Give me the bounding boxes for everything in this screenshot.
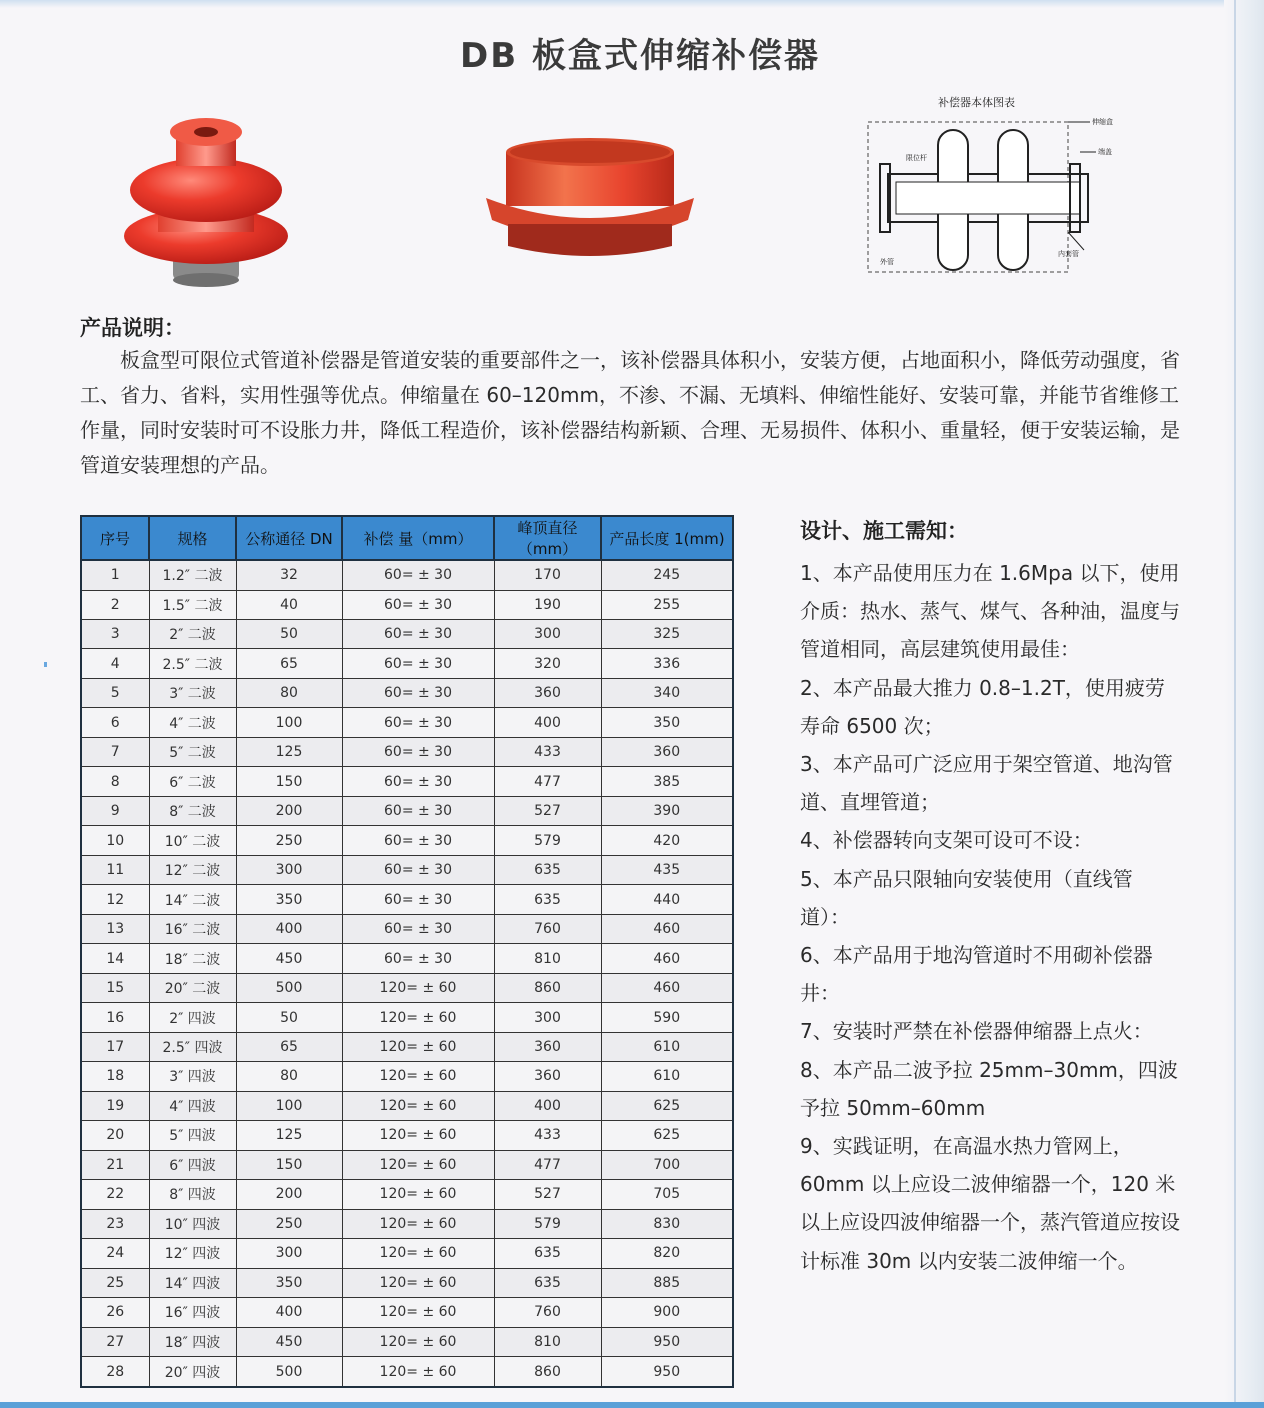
note-item: 7、安装时严禁在补偿器伸缩器上点火： bbox=[800, 1019, 1153, 1044]
table-cell: 100 bbox=[236, 708, 342, 737]
table-cell: 460 bbox=[601, 944, 733, 973]
table-cell: 60= ± 30 bbox=[342, 914, 494, 943]
table-cell: 440 bbox=[601, 885, 733, 914]
table-cell: 350 bbox=[236, 885, 342, 914]
description-text: 板盒型可限位式管道补偿器是管道安装的重要部件之一，该补偿器具体积小，安装方便，占地面积小，降低劳动强度，省工、省力、省料，实用性强等优点。伸缩量在 60–120mm，不渗、不漏、无填料、伸缩性能好、安装可靠，并能节省维修工作量，同时安装时可不设胀力井，降低工程造价，该补偿器结构新颖、合理、无易损件、体积小、重量轻，便于安装运输，是管道安装理想的产品。 bbox=[80, 348, 1180, 477]
table-cell: 360 bbox=[494, 1062, 601, 1091]
table-cell: 900 bbox=[601, 1298, 733, 1327]
table-cell: 1.2″ 二波 bbox=[149, 560, 236, 590]
table-cell: 11 bbox=[81, 855, 149, 884]
table-cell: 80 bbox=[236, 1062, 342, 1091]
table-cell: 23 bbox=[81, 1209, 149, 1238]
table-cell: 300 bbox=[494, 619, 601, 648]
table-cell: 60= ± 30 bbox=[342, 737, 494, 766]
table-cell: 300 bbox=[236, 855, 342, 884]
table-row bbox=[81, 767, 733, 796]
header-cell: 产品长度 1(mm) bbox=[601, 516, 733, 560]
table-cell: 350 bbox=[236, 1268, 342, 1297]
notes-list bbox=[800, 554, 1180, 1280]
table-cell: 4″ 四波 bbox=[149, 1091, 236, 1120]
table-cell: 860 bbox=[494, 1357, 601, 1387]
table-cell: 527 bbox=[494, 796, 601, 825]
table-cell: 2.5″ 二波 bbox=[149, 649, 236, 678]
table-cell: 120= ± 60 bbox=[342, 1180, 494, 1209]
margin-mark bbox=[44, 662, 47, 667]
table-cell: 700 bbox=[601, 1150, 733, 1179]
table-cell: 635 bbox=[494, 1268, 601, 1297]
diagram-label-2: 限位杆 bbox=[906, 154, 927, 162]
diagram-label-5: 内套管 bbox=[1058, 250, 1079, 258]
table-cell: 12″ 四波 bbox=[149, 1239, 236, 1268]
header-cell: 规格 bbox=[149, 516, 236, 560]
table-cell: 60= ± 30 bbox=[342, 944, 494, 973]
table-cell: 18″ 四波 bbox=[149, 1327, 236, 1356]
table-cell: 120= ± 60 bbox=[342, 1239, 494, 1268]
table-cell: 10 bbox=[81, 826, 149, 855]
table-row bbox=[81, 1003, 733, 1032]
note-item: 8、本产品二波予拉 25mm–30mm，四波予拉 50mm–60mm bbox=[800, 1057, 1178, 1120]
header-cell: 公称通径 DN bbox=[236, 516, 342, 560]
table-row bbox=[81, 708, 733, 737]
table-cell: 21 bbox=[81, 1150, 149, 1179]
table-cell: 12 bbox=[81, 885, 149, 914]
table-cell: 27 bbox=[81, 1327, 149, 1356]
edge-line bbox=[1234, 0, 1236, 1408]
table-cell: 120= ± 60 bbox=[342, 1062, 494, 1091]
table-cell: 460 bbox=[601, 973, 733, 1002]
table-cell: 200 bbox=[236, 1180, 342, 1209]
product-photo-bellows bbox=[118, 108, 293, 288]
table-cell: 250 bbox=[236, 1209, 342, 1238]
spec-table bbox=[80, 515, 734, 1388]
table-cell: 60= ± 30 bbox=[342, 767, 494, 796]
table-cell: 18 bbox=[81, 1062, 149, 1091]
table-cell: 325 bbox=[601, 619, 733, 648]
table-cell: 125 bbox=[236, 1121, 342, 1150]
table-cell: 2.5″ 四波 bbox=[149, 1032, 236, 1061]
table-cell: 625 bbox=[601, 1121, 733, 1150]
table-cell: 60= ± 30 bbox=[342, 855, 494, 884]
table-cell: 20 bbox=[81, 1121, 149, 1150]
table-cell: 2″ 二波 bbox=[149, 619, 236, 648]
table-row bbox=[81, 826, 733, 855]
table-cell: 4 bbox=[81, 649, 149, 678]
diagram-label-3: 端盖 bbox=[1098, 148, 1112, 156]
table-cell: 590 bbox=[601, 1003, 733, 1032]
note-item: 1、本产品使用压力在 1.6Mpa 以下，使用介质：热水、蒸气、煤气、各种油，温度与管道相同，高层建筑使用最佳： bbox=[800, 561, 1180, 662]
compensator-diagram bbox=[858, 92, 1120, 282]
table-row bbox=[81, 1180, 733, 1209]
table-cell: 400 bbox=[494, 1091, 601, 1120]
table-cell: 170 bbox=[494, 560, 601, 590]
table-row bbox=[81, 1091, 733, 1120]
note-item: 4、补偿器转向支架可设可不设： bbox=[800, 828, 1093, 853]
table-row bbox=[81, 619, 733, 648]
table-cell: 19 bbox=[81, 1091, 149, 1120]
header-cell: 序号 bbox=[81, 516, 149, 560]
table-cell: 300 bbox=[236, 1239, 342, 1268]
table-cell: 65 bbox=[236, 1032, 342, 1061]
table-cell: 450 bbox=[236, 944, 342, 973]
table-cell: 60= ± 30 bbox=[342, 885, 494, 914]
table-cell: 433 bbox=[494, 1121, 601, 1150]
table-cell: 860 bbox=[494, 973, 601, 1002]
table-cell: 360 bbox=[601, 737, 733, 766]
description-heading: 产品说明： bbox=[80, 316, 185, 340]
page-title: DB 板盒式伸缩补偿器 bbox=[460, 36, 820, 76]
table-cell: 12″ 二波 bbox=[149, 855, 236, 884]
table-cell: 120= ± 60 bbox=[342, 1298, 494, 1327]
table-row bbox=[81, 1268, 733, 1297]
table-row bbox=[81, 885, 733, 914]
table-cell: 150 bbox=[236, 767, 342, 796]
table-cell: 5″ 二波 bbox=[149, 737, 236, 766]
table-cell: 820 bbox=[601, 1239, 733, 1268]
table-cell: 60= ± 30 bbox=[342, 826, 494, 855]
table-cell: 24 bbox=[81, 1239, 149, 1268]
table-cell: 635 bbox=[494, 1239, 601, 1268]
table-cell: 60= ± 30 bbox=[342, 678, 494, 707]
table-cell: 350 bbox=[601, 708, 733, 737]
table-cell: 65 bbox=[236, 649, 342, 678]
table-cell: 8″ 四波 bbox=[149, 1180, 236, 1209]
table-row bbox=[81, 560, 733, 590]
table-cell: 8″ 二波 bbox=[149, 796, 236, 825]
table-cell: 28 bbox=[81, 1357, 149, 1387]
table-cell: 760 bbox=[494, 914, 601, 943]
table-cell: 18″ 二波 bbox=[149, 944, 236, 973]
table-cell: 527 bbox=[494, 1180, 601, 1209]
table-cell: 120= ± 60 bbox=[342, 973, 494, 1002]
table-cell: 120= ± 60 bbox=[342, 1268, 494, 1297]
note-item: 5、本产品只限轴向安装使用（直线管道）： bbox=[800, 866, 1133, 929]
header-cell: 补偿 量（mm） bbox=[342, 516, 494, 560]
table-cell: 420 bbox=[601, 826, 733, 855]
table-cell: 120= ± 60 bbox=[342, 1209, 494, 1238]
table-cell: 885 bbox=[601, 1268, 733, 1297]
table-header-row bbox=[81, 516, 733, 560]
table-cell: 60= ± 30 bbox=[342, 796, 494, 825]
table-cell: 320 bbox=[494, 649, 601, 678]
product-photo-sleeve bbox=[478, 128, 698, 258]
table-cell: 50 bbox=[236, 1003, 342, 1032]
table-cell: 120= ± 60 bbox=[342, 1003, 494, 1032]
table-cell: 6″ 二波 bbox=[149, 767, 236, 796]
table-body bbox=[81, 560, 733, 1387]
header-cell: 峰顶直径（mm） bbox=[494, 516, 601, 560]
table-cell: 810 bbox=[494, 944, 601, 973]
table-cell: 400 bbox=[236, 1298, 342, 1327]
table-cell: 6″ 四波 bbox=[149, 1150, 236, 1179]
table-row bbox=[81, 1209, 733, 1238]
table-cell: 450 bbox=[236, 1327, 342, 1356]
table-cell: 4″ 二波 bbox=[149, 708, 236, 737]
table-cell: 500 bbox=[236, 1357, 342, 1387]
table-cell: 255 bbox=[601, 590, 733, 619]
table-cell: 17 bbox=[81, 1032, 149, 1061]
table-cell: 400 bbox=[494, 708, 601, 737]
table-row bbox=[81, 855, 733, 884]
table-cell: 50 bbox=[236, 619, 342, 648]
table-cell: 14″ 二波 bbox=[149, 885, 236, 914]
table-cell: 950 bbox=[601, 1357, 733, 1387]
table-cell: 20″ 四波 bbox=[149, 1357, 236, 1387]
table-cell: 6 bbox=[81, 708, 149, 737]
table-cell: 579 bbox=[494, 826, 601, 855]
note-item: 3、本产品可广泛应用于架空管道、地沟管道、直埋管道； bbox=[800, 752, 1173, 815]
table-cell: 1.5″ 二波 bbox=[149, 590, 236, 619]
diagram-label-1: 伸缩盒 bbox=[1092, 118, 1113, 126]
note-item: 9、实践证明，在高温水热力管网上，60mm 以上应设二波伸缩器一个，120 米以上应设四波伸缩器一个，蒸汽管道应按设计标准 30m 以内安装二波伸缩一个。 bbox=[800, 1134, 1180, 1273]
table-row bbox=[81, 1121, 733, 1150]
note-item: 6、本产品用于地沟管道时不用砌补偿器井： bbox=[800, 943, 1153, 1006]
table-row bbox=[81, 737, 733, 766]
table-cell: 435 bbox=[601, 855, 733, 884]
table-cell: 635 bbox=[494, 885, 601, 914]
table-cell: 60= ± 30 bbox=[342, 590, 494, 619]
table-cell: 10″ 二波 bbox=[149, 826, 236, 855]
table-cell: 9 bbox=[81, 796, 149, 825]
table-cell: 360 bbox=[494, 678, 601, 707]
table-cell: 579 bbox=[494, 1209, 601, 1238]
table-cell: 810 bbox=[494, 1327, 601, 1356]
table-cell: 14 bbox=[81, 944, 149, 973]
table-cell: 830 bbox=[601, 1209, 733, 1238]
table-cell: 120= ± 60 bbox=[342, 1150, 494, 1179]
top-decor-strip bbox=[0, 0, 1264, 8]
table-cell: 13 bbox=[81, 914, 149, 943]
table-cell: 14″ 四波 bbox=[149, 1268, 236, 1297]
table-cell: 433 bbox=[494, 737, 601, 766]
table-cell: 120= ± 60 bbox=[342, 1032, 494, 1061]
table-cell: 60= ± 30 bbox=[342, 649, 494, 678]
table-row bbox=[81, 590, 733, 619]
table-cell: 5″ 四波 bbox=[149, 1121, 236, 1150]
table-cell: 190 bbox=[494, 590, 601, 619]
table-cell: 390 bbox=[601, 796, 733, 825]
table-cell: 477 bbox=[494, 1150, 601, 1179]
diagram-caption: 补偿器本体图表 bbox=[938, 96, 1015, 109]
table-cell: 16″ 四波 bbox=[149, 1298, 236, 1327]
table-cell: 385 bbox=[601, 767, 733, 796]
table-cell: 60= ± 30 bbox=[342, 708, 494, 737]
table-cell: 610 bbox=[601, 1062, 733, 1091]
table-cell: 460 bbox=[601, 914, 733, 943]
table-cell: 336 bbox=[601, 649, 733, 678]
table-cell: 26 bbox=[81, 1298, 149, 1327]
table-cell: 760 bbox=[494, 1298, 601, 1327]
table-cell: 15 bbox=[81, 973, 149, 1002]
table-row bbox=[81, 1062, 733, 1091]
bottom-decor-strip bbox=[0, 1402, 1264, 1408]
table-cell: 125 bbox=[236, 737, 342, 766]
table-cell: 3 bbox=[81, 619, 149, 648]
table-cell: 500 bbox=[236, 973, 342, 1002]
table-cell: 300 bbox=[494, 1003, 601, 1032]
table-cell: 22 bbox=[81, 1180, 149, 1209]
table-cell: 477 bbox=[494, 767, 601, 796]
table-cell: 250 bbox=[236, 826, 342, 855]
product-description bbox=[80, 343, 1185, 483]
table-row bbox=[81, 1239, 733, 1268]
table-cell: 8 bbox=[81, 767, 149, 796]
diagram-label-4: 外管 bbox=[880, 258, 894, 266]
table-cell: 2 bbox=[81, 590, 149, 619]
table-cell: 120= ± 60 bbox=[342, 1121, 494, 1150]
table-cell: 16″ 二波 bbox=[149, 914, 236, 943]
table-cell: 2″ 四波 bbox=[149, 1003, 236, 1032]
table-row bbox=[81, 1327, 733, 1356]
table-cell: 10″ 四波 bbox=[149, 1209, 236, 1238]
notes-heading: 设计、施工需知： bbox=[800, 519, 968, 543]
table-cell: 7 bbox=[81, 737, 149, 766]
table-cell: 5 bbox=[81, 678, 149, 707]
table-cell: 120= ± 60 bbox=[342, 1327, 494, 1356]
table-cell: 25 bbox=[81, 1268, 149, 1297]
table-cell: 245 bbox=[601, 560, 733, 590]
table-cell: 60= ± 30 bbox=[342, 560, 494, 590]
table-row bbox=[81, 944, 733, 973]
table-cell: 625 bbox=[601, 1091, 733, 1120]
table-cell: 360 bbox=[494, 1032, 601, 1061]
note-item: 2、本产品最大推力 0.8–1.2T，使用疲劳寿命 6500 次； bbox=[800, 675, 1165, 738]
table-cell: 40 bbox=[236, 590, 342, 619]
table-cell: 400 bbox=[236, 914, 342, 943]
table-cell: 100 bbox=[236, 1091, 342, 1120]
table-row bbox=[81, 973, 733, 1002]
table-row bbox=[81, 1032, 733, 1061]
table-cell: 3″ 四波 bbox=[149, 1062, 236, 1091]
table-cell: 635 bbox=[494, 855, 601, 884]
table-cell: 60= ± 30 bbox=[342, 619, 494, 648]
table-row bbox=[81, 914, 733, 943]
table-cell: 950 bbox=[601, 1327, 733, 1356]
table-cell: 16 bbox=[81, 1003, 149, 1032]
table-row bbox=[81, 649, 733, 678]
table-row bbox=[81, 1298, 733, 1327]
table-row bbox=[81, 1357, 733, 1387]
table-cell: 120= ± 60 bbox=[342, 1357, 494, 1387]
table-cell: 705 bbox=[601, 1180, 733, 1209]
table-cell: 32 bbox=[236, 560, 342, 590]
table-row bbox=[81, 1150, 733, 1179]
table-cell: 610 bbox=[601, 1032, 733, 1061]
right-page-edge bbox=[1224, 0, 1264, 1408]
table-cell: 200 bbox=[236, 796, 342, 825]
table-cell: 80 bbox=[236, 678, 342, 707]
table-cell: 150 bbox=[236, 1150, 342, 1179]
table-cell: 120= ± 60 bbox=[342, 1091, 494, 1120]
design-notes bbox=[800, 514, 1180, 1280]
table-row bbox=[81, 796, 733, 825]
table-row bbox=[81, 678, 733, 707]
table-cell: 1 bbox=[81, 560, 149, 590]
table-cell: 3″ 二波 bbox=[149, 678, 236, 707]
table-cell: 340 bbox=[601, 678, 733, 707]
table-cell: 20″ 二波 bbox=[149, 973, 236, 1002]
